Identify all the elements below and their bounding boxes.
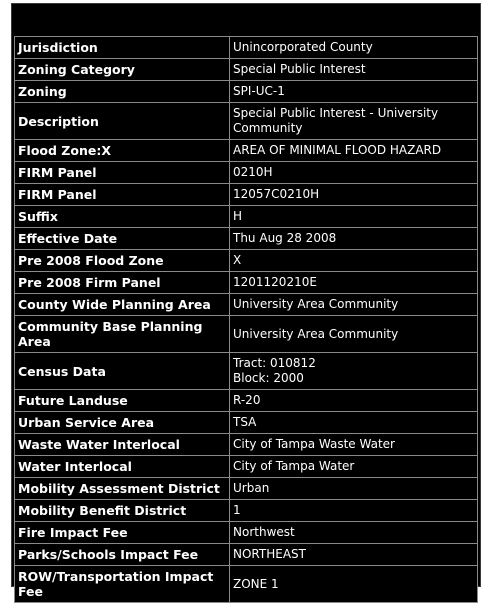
table-row — [15, 294, 478, 316]
row-label: Urban Service Area — [15, 412, 230, 434]
row-value: 1201120210E — [230, 272, 478, 294]
census-block: Block: 2000 — [233, 371, 304, 385]
row-label: Description — [15, 103, 230, 140]
row-label: Pre 2008 Firm Panel — [15, 272, 230, 294]
row-label: Mobility Benefit District — [15, 500, 230, 522]
table-row — [15, 522, 478, 544]
row-label: Future Landuse — [15, 390, 230, 412]
table-row — [15, 162, 478, 184]
row-label: Parks/Schools Impact Fee — [15, 544, 230, 566]
table-row — [15, 272, 478, 294]
row-label: Waste Water Interlocal — [15, 434, 230, 456]
table-row — [15, 500, 478, 522]
table-row — [15, 456, 478, 478]
census-tract: Tract: 010812 — [233, 356, 316, 370]
table-row — [15, 434, 478, 456]
table-row — [15, 566, 478, 603]
row-value: Urban — [230, 478, 478, 500]
panel-header — [12, 4, 480, 34]
row-label: Jurisdiction — [15, 37, 230, 59]
row-label: ROW/Transportation Impact Fee — [15, 566, 230, 603]
row-label: Pre 2008 Flood Zone — [15, 250, 230, 272]
row-value: X — [230, 250, 478, 272]
row-value: University Area Community — [230, 294, 478, 316]
table-row — [15, 353, 478, 390]
row-label: Zoning — [15, 81, 230, 103]
row-label: FIRM Panel — [15, 162, 230, 184]
census-data-value — [230, 353, 478, 390]
row-value: 0210H — [230, 162, 478, 184]
table-row — [15, 140, 478, 162]
row-value: NORTHEAST — [230, 544, 478, 566]
row-label: Fire Impact Fee — [15, 522, 230, 544]
row-value: AREA OF MINIMAL FLOOD HAZARD — [230, 140, 478, 162]
row-label: Zoning Category — [15, 59, 230, 81]
row-value: TSA — [230, 412, 478, 434]
table-row — [15, 184, 478, 206]
table-row — [15, 316, 478, 353]
row-label: Mobility Assessment District — [15, 478, 230, 500]
row-value: Northwest — [230, 522, 478, 544]
row-label: Effective Date — [15, 228, 230, 250]
row-label: Flood Zone:X — [15, 140, 230, 162]
row-value: 12057C0210H — [230, 184, 478, 206]
property-info-table — [14, 36, 478, 603]
row-value: SPI-UC-1 — [230, 81, 478, 103]
row-value: R-20 — [230, 390, 478, 412]
row-value: City of Tampa Water — [230, 456, 478, 478]
info-panel — [11, 3, 481, 599]
row-label: Water Interlocal — [15, 456, 230, 478]
row-value: H — [230, 206, 478, 228]
row-value: Thu Aug 28 2008 — [230, 228, 478, 250]
row-label: FIRM Panel — [15, 184, 230, 206]
table-row — [15, 390, 478, 412]
row-label: Community Base Planning Area — [15, 316, 230, 353]
row-value: ZONE 1 — [230, 566, 478, 603]
table-row — [15, 228, 478, 250]
table-row — [15, 544, 478, 566]
row-value: Unincorporated County — [230, 37, 478, 59]
table-row — [15, 478, 478, 500]
table-row — [15, 250, 478, 272]
row-value: Special Public Interest - University Community — [230, 103, 478, 140]
row-value: 1 — [230, 500, 478, 522]
row-label: Suffix — [15, 206, 230, 228]
table-row — [15, 37, 478, 59]
table-row — [15, 206, 478, 228]
row-value: City of Tampa Waste Water — [230, 434, 478, 456]
row-label: County Wide Planning Area — [15, 294, 230, 316]
table-row — [15, 81, 478, 103]
row-label: Census Data — [15, 353, 230, 390]
table-row — [15, 59, 478, 81]
table-row — [15, 412, 478, 434]
table-row — [15, 103, 478, 140]
row-value: University Area Community — [230, 316, 478, 353]
row-value: Special Public Interest — [230, 59, 478, 81]
